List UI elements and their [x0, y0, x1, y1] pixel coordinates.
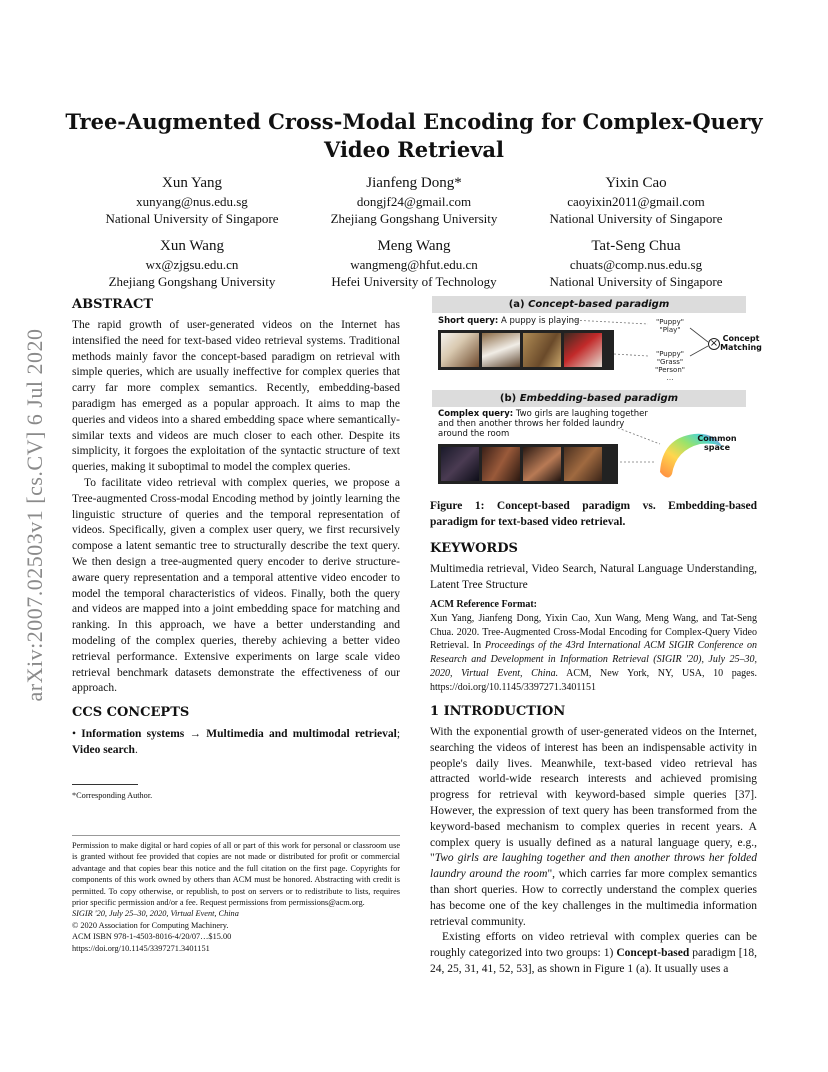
author-affiliation: Zhejiang Gongshang University [330, 211, 498, 226]
permission-rule [72, 835, 400, 836]
footnote-rule [72, 784, 138, 785]
ccs-separator: ; [396, 728, 401, 740]
introduction-heading: 1 INTRODUCTION [430, 704, 566, 719]
author-block [294, 173, 534, 227]
reference-format [430, 598, 757, 695]
introduction-paragraph [430, 930, 757, 977]
reference-tail: ACM, New York, NY, USA, 10 pages. https://doi.org/10.1145/3397271.3401151 [430, 667, 757, 693]
permission-isbn: ACM ISBN 978-1-4503-8016-4/20/07…$15.00 [72, 932, 232, 942]
author-email: wangmeng@hfut.edu.cn [350, 257, 478, 272]
author-email: caoyixin2011@gmail.com [567, 194, 705, 209]
author-email: wx@zjgsu.edu.cn [145, 257, 239, 272]
abstract-paragraph: To facilitate video retrieval with complex queries, we propose a Tree-augmented Cross-modal Encoding method by jointly learning the linguistic structure of queries and the temporal representation of videos. Specifically, given a complex user query, we first recursively compose a latent semantic tree to structurally describe the text query. We then design a tree-augmented query encoder to derive structure-aware query representation and a temporal attentive video encoder to model the temporal characteristics of videos. Finally, both the query and videos are mapped into a joint embedding space for matching and ranking. In this approach, we have a better understanding and modeling of the complex queries, thereby achieving a better video retrieval performance. Extensive experiments on large scale video retrieval benchmark datasets demonstrate the effectiveness of our approach. [72, 476, 400, 695]
ccs-concept: Video search [72, 743, 135, 756]
short-query-label: Short query: [438, 316, 499, 326]
intro-text: paradigm [18, 24, 25, 31, 41, 52, 53], as shown in Figure 1 (a). It usually uses a [430, 947, 757, 975]
author-affiliation: Hefei University of Technology [331, 274, 497, 289]
panel-a-prefix: (a) [508, 299, 525, 310]
author-block [72, 173, 312, 227]
author-name: Xun Yang [161, 175, 222, 191]
author-email: dongjf24@gmail.com [356, 194, 472, 209]
reference-text [430, 612, 757, 695]
arxiv-identifier [20, 300, 50, 730]
permission-block [72, 840, 400, 954]
figure-1 [432, 294, 762, 490]
author-affiliation: National University of Singapore [549, 211, 723, 226]
ccs-text [72, 727, 400, 759]
intro-emphasis: Concept-based [616, 947, 690, 960]
author-block [516, 173, 756, 227]
author-name: Jianfeng Dong* [366, 175, 462, 191]
concept-label: "Puppy" [655, 318, 684, 326]
author-affiliation: Zhejiang Gongshang University [108, 274, 276, 289]
reference-proceedings: Proceedings of the 43rd International ACM SIGIR Conference on Research and Development in Information Retrieval (SIGIR '20), July 25–30, 2020, Virtual Event, China. [430, 640, 757, 679]
footnote: *Corresponding Author. [72, 791, 153, 800]
permission-doi: https://doi.org/10.1145/3397271.3401151 [72, 943, 210, 953]
introduction-paragraph [430, 725, 757, 930]
video-frame [482, 447, 520, 481]
concept-label: "Person" [655, 366, 685, 374]
introduction-section [430, 703, 757, 978]
complex-query [438, 409, 648, 439]
permission-venue: SIGIR '20, July 25–30, 2020, Virtual Event, China [72, 909, 239, 919]
arxiv-identifier-text: arXiv:2007.02503v1 [cs.CV] 6 Jul 2020 [22, 328, 47, 702]
figure-panel-b-title [432, 390, 746, 407]
author-name: Yixin Cao [605, 175, 667, 191]
video-frame [523, 447, 561, 481]
abstract-heading: ABSTRACT [72, 297, 154, 312]
video-frames-b [438, 444, 618, 484]
intro-text: Existing efforts on video retrieval with complex queries can be roughly categorized into two groups: 1) [430, 931, 757, 960]
intro-quoted-query: Two girls are laughing together and then another throws her folded laundry around the room [430, 852, 757, 881]
reference-authors: Xun Yang, Jianfeng Dong, Yixin Cao, Xun Wang, Meng Wang, and Tat-Seng Chua. 2020. Tree-Augmented Cross-Modal Encoding for Complex-Query Video Retrieval. In [430, 612, 757, 652]
ccs-section [72, 704, 400, 759]
author-affiliation: National University of Singapore [105, 211, 279, 226]
author-email: chuats@comp.nus.edu.sg [569, 257, 703, 272]
author-block [516, 236, 756, 290]
author-name: Xun Wang [160, 238, 224, 254]
matching-operator-icon: × [709, 338, 719, 349]
abstract-section [72, 296, 400, 697]
abstract-paragraph: The rapid growth of user-generated videos on the Internet has intensified the need for text-based video retrieval systems. Traditional methods mainly favor the concept-based paradigm on retrieval with simple queries, which are usually ineffective for complex queries that carry far more complex semantics. Recently, embedding-based paradigm has emerged as a popular approach. It aims to map the queries and videos into a shared embedding space where semantically-similar texts and videos are much closer to each other. Despite its simplicity, it forgoes the exploitation of the syntactic structure of text queries, making it suboptimal to model the complex queries. [72, 319, 400, 474]
concept-label: "Grass" [656, 358, 684, 366]
author-block [72, 236, 312, 290]
paper-title: Tree-Augmented Cross-Modal Encoding for Complex-Query Video Retrieval [65, 109, 763, 162]
concept-matching-label: Concept Matching [720, 334, 762, 352]
common-space-label: Common space [697, 434, 737, 452]
panel-b-name: Embedding-based paradigm [519, 393, 679, 404]
reference-heading: ACM Reference Format: [430, 599, 537, 610]
short-query-text: A puppy is playing [500, 316, 580, 326]
complex-query-label: Complex query: [438, 409, 514, 419]
ccs-end: . [134, 743, 138, 756]
keywords-heading: KEYWORDS [430, 541, 518, 556]
author-block [294, 236, 534, 290]
keywords-section [430, 540, 757, 594]
panel-a-name: Concept-based paradigm [528, 299, 670, 310]
intro-text: With the exponential growth of user-generated videos on the Internet, searching the videos of interest has been an indispensable activity in people's daily lives. Meanwhile, text-based video retrieval has attracted world-wide research interests and achieved promising progress for retrieval with keyword-based simple queries [37]. However, the expression of text query has been transformed from the keyword-based mechanism to complex queries in recent years. A complex query is usually defined as a natural language query, e.g., " [430, 726, 757, 865]
ccs-arrow: → [189, 728, 202, 740]
ccs-bullet: • [72, 728, 77, 740]
keywords-text: Multimedia retrieval, Video Search, Natural Language Understanding, Latent Tree Structure [430, 563, 757, 591]
video-frame [441, 447, 479, 481]
complex-query-text: Two girls are laughing together and then another throws her folded laundry around the room [438, 409, 648, 439]
author-email: xunyang@nus.edu.sg [136, 194, 248, 209]
author-name: Tat-Seng Chua [591, 238, 681, 254]
ccs-heading: CCS CONCEPTS [72, 705, 190, 720]
concept-label: "Play" [659, 326, 681, 334]
panel-b-prefix: (b) [499, 393, 517, 404]
permission-copyright: © 2020 Association for Computing Machinery. [72, 920, 229, 930]
video-frame [564, 447, 602, 481]
author-affiliation: National University of Singapore [549, 274, 723, 289]
common-space-icon [642, 420, 742, 490]
author-name: Meng Wang [377, 238, 451, 254]
concept-label: … [666, 374, 674, 382]
ccs-concept: Information systems [81, 728, 185, 740]
concept-label: "Puppy" [655, 350, 684, 358]
ccs-concept: Multimedia and multimodal retrieval [206, 728, 397, 740]
intro-text: ", which carries far more complex semantics than short queries. How to correctly understand the complex queries has become one of the key challenges in the multimedia information retrieval community. [430, 868, 757, 928]
permission-text: Permission to make digital or hard copies of all or part of this work for personal or classroom use is granted without fee provided that copies are not made or distributed for profit or commercial advantage and that copies bear this notice and the full citation on the first page. Copyrights for components of this work owned by others than ACM must be honored. Abstracting with credit is permitted. To copy otherwise, or republish, to post on servers or to redistribute to lists, requires prior specific permission and/or a fee. Request permissions from permissions@acm.org. [72, 841, 400, 908]
figure-caption: Figure 1: Concept-based paradigm vs. Embedding-based paradigm for text-based video retrieval. [430, 500, 757, 528]
